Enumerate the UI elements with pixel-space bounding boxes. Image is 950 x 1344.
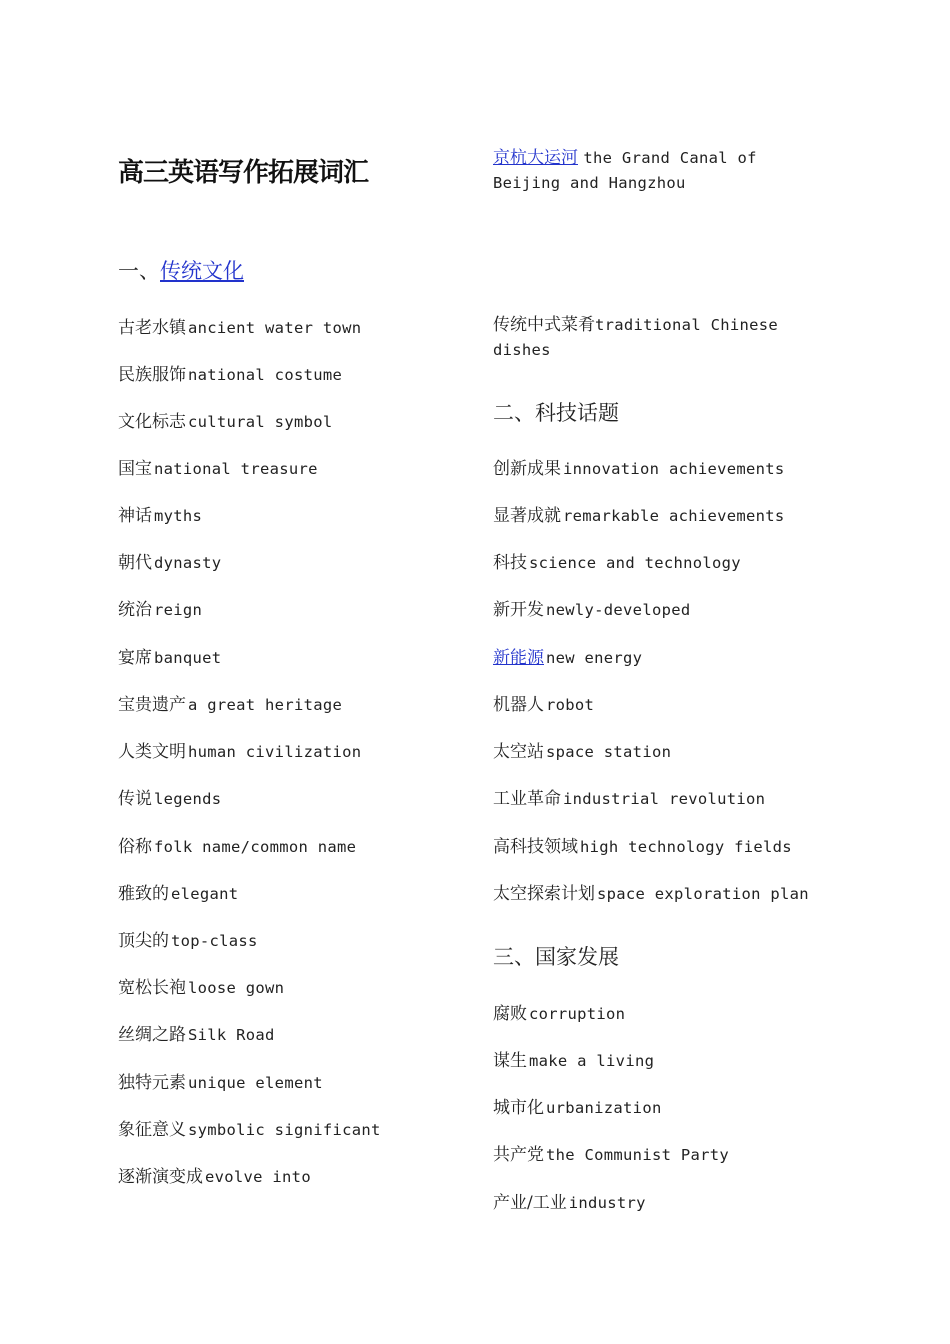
list-item <box>118 929 258 954</box>
list-item <box>493 693 594 718</box>
list-item <box>118 976 284 1001</box>
entry-zh: 民族服饰 <box>118 365 186 385</box>
entry-zh: 独特元素 <box>118 1073 186 1093</box>
entry-en: corruption <box>529 1005 626 1023</box>
list-item <box>118 740 361 765</box>
entry-en: folk name/common name <box>154 838 357 856</box>
entry-en: newly-developed <box>546 601 691 619</box>
section-heading-national-development: 三、国家发展 <box>493 945 619 969</box>
entry-en: symbolic significant <box>188 1121 381 1139</box>
list-item <box>118 787 221 812</box>
entry-zh: 新开发 <box>493 600 544 620</box>
entry-zh: 产业/工业 <box>493 1193 567 1213</box>
entry-zh: 腐败 <box>493 1004 527 1024</box>
entry-zh: 神话 <box>118 506 152 526</box>
entry-en: industrial revolution <box>563 790 766 808</box>
list-item <box>118 693 342 718</box>
list-item <box>118 1165 311 1190</box>
traditional-culture-link[interactable]: 传统文化 <box>160 259 244 283</box>
list-item <box>493 1143 729 1168</box>
list-item <box>118 504 202 529</box>
new-energy-link[interactable]: 新能源 <box>493 648 544 668</box>
section-number: 一、 <box>118 259 160 283</box>
list-item <box>493 646 642 671</box>
list-item <box>118 598 202 623</box>
list-item <box>493 1096 662 1121</box>
entry-zh: 顶尖的 <box>118 931 169 951</box>
list-item <box>118 316 361 341</box>
section-heading-traditional-culture <box>118 255 244 285</box>
entry-en: the Grand Canal of Beijing and Hangzhou <box>493 149 757 192</box>
entry-en: space exploration plan <box>597 885 809 903</box>
entry-zh: 共产党 <box>493 1145 544 1165</box>
list-item <box>118 1071 323 1096</box>
entry-en: a great heritage <box>188 696 343 714</box>
entry-en: science and technology <box>529 554 741 572</box>
list-item <box>493 457 785 482</box>
entry-zh: 太空探索计划 <box>493 884 595 904</box>
entry-zh: 机器人 <box>493 695 544 715</box>
entry-en: innovation achievements <box>563 460 785 478</box>
list-item <box>118 551 221 576</box>
entry-en: elegant <box>171 885 239 903</box>
entry-zh: 文化标志 <box>118 412 186 432</box>
entry-en: Silk Road <box>188 1026 275 1044</box>
entry-en: reign <box>154 601 203 619</box>
entry-zh: 象征意义 <box>118 1120 186 1140</box>
entry-en: top-class <box>171 932 258 950</box>
entry-en: loose gown <box>188 979 285 997</box>
entry-en: ancient water town <box>188 319 362 337</box>
entry-zh: 人类文明 <box>118 742 186 762</box>
list-item <box>493 787 765 812</box>
section-heading-technology: 二、科技话题 <box>493 401 619 425</box>
entry-en: myths <box>154 507 203 525</box>
grand-canal-link[interactable]: 京杭大运河 <box>493 148 578 168</box>
entry-zh: 雅致的 <box>118 884 169 904</box>
list-item <box>118 835 356 860</box>
entry-zh: 古老水镇 <box>118 318 186 338</box>
entry-zh: 俗称 <box>118 837 152 857</box>
entry-zh: 显著成就 <box>493 506 561 526</box>
list-item <box>493 598 690 623</box>
list-item <box>118 646 221 671</box>
page-title: 高三英语写作拓展词汇 <box>118 158 369 188</box>
entry-zh: 高科技领域 <box>493 837 578 857</box>
entry-en: cultural symbol <box>188 413 333 431</box>
list-item <box>118 457 318 482</box>
entry-en: robot <box>546 696 595 714</box>
entry-zh: 丝绸之路 <box>118 1025 186 1045</box>
entry-zh: 太空站 <box>493 742 544 762</box>
entry-en: human civilization <box>188 743 362 761</box>
entry-en: unique element <box>188 1074 323 1092</box>
entry-en: industry <box>568 1194 646 1212</box>
entry-zh: 逐渐演变成 <box>118 1167 203 1187</box>
entry-zh: 宴席 <box>118 648 152 668</box>
entry-en: the Communist Party <box>546 1146 730 1164</box>
list-item <box>118 363 342 388</box>
entry-zh: 工业革命 <box>493 789 561 809</box>
entry-zh: 宽松长袍 <box>118 978 186 998</box>
entry-en: high technology fields <box>580 838 792 856</box>
entry-zh: 科技 <box>493 553 527 573</box>
entry-zh: 国宝 <box>118 459 152 479</box>
entry-zh: 宝贵遗产 <box>118 695 186 715</box>
entry-en: space station <box>546 743 672 761</box>
list-item <box>118 1118 381 1143</box>
entry-zh: 朝代 <box>118 553 152 573</box>
list-item <box>493 313 813 363</box>
list-item <box>118 410 332 435</box>
list-item <box>493 1049 654 1074</box>
entry-en: new energy <box>546 649 643 667</box>
list-item <box>493 835 792 860</box>
entry-en: legends <box>154 790 222 808</box>
list-item <box>493 1191 646 1216</box>
entry-en: traditional Chinese dishes <box>493 316 779 359</box>
entry-en: banquet <box>154 649 222 667</box>
entry-zh: 传说 <box>118 789 152 809</box>
entry-en: dynasty <box>154 554 222 572</box>
entry-en: make a living <box>529 1052 655 1070</box>
entry-en: urbanization <box>546 1099 662 1117</box>
entry-en: national costume <box>188 366 343 384</box>
entry-zh: 城市化 <box>493 1098 544 1118</box>
list-item <box>118 1023 275 1048</box>
entry-en: national treasure <box>154 460 318 478</box>
list-item <box>118 882 238 907</box>
list-item <box>493 504 785 529</box>
entry-zh: 谋生 <box>493 1051 527 1071</box>
entry-en: remarkable achievements <box>563 507 785 525</box>
entry-zh: 传统中式菜肴 <box>493 315 595 335</box>
list-item <box>493 882 809 907</box>
entry-en: evolve into <box>205 1168 311 1186</box>
list-item <box>493 740 671 765</box>
entry-zh: 创新成果 <box>493 459 561 479</box>
list-item <box>493 551 741 576</box>
list-item <box>493 146 783 196</box>
entry-zh: 统治 <box>118 600 152 620</box>
list-item <box>493 1002 625 1027</box>
